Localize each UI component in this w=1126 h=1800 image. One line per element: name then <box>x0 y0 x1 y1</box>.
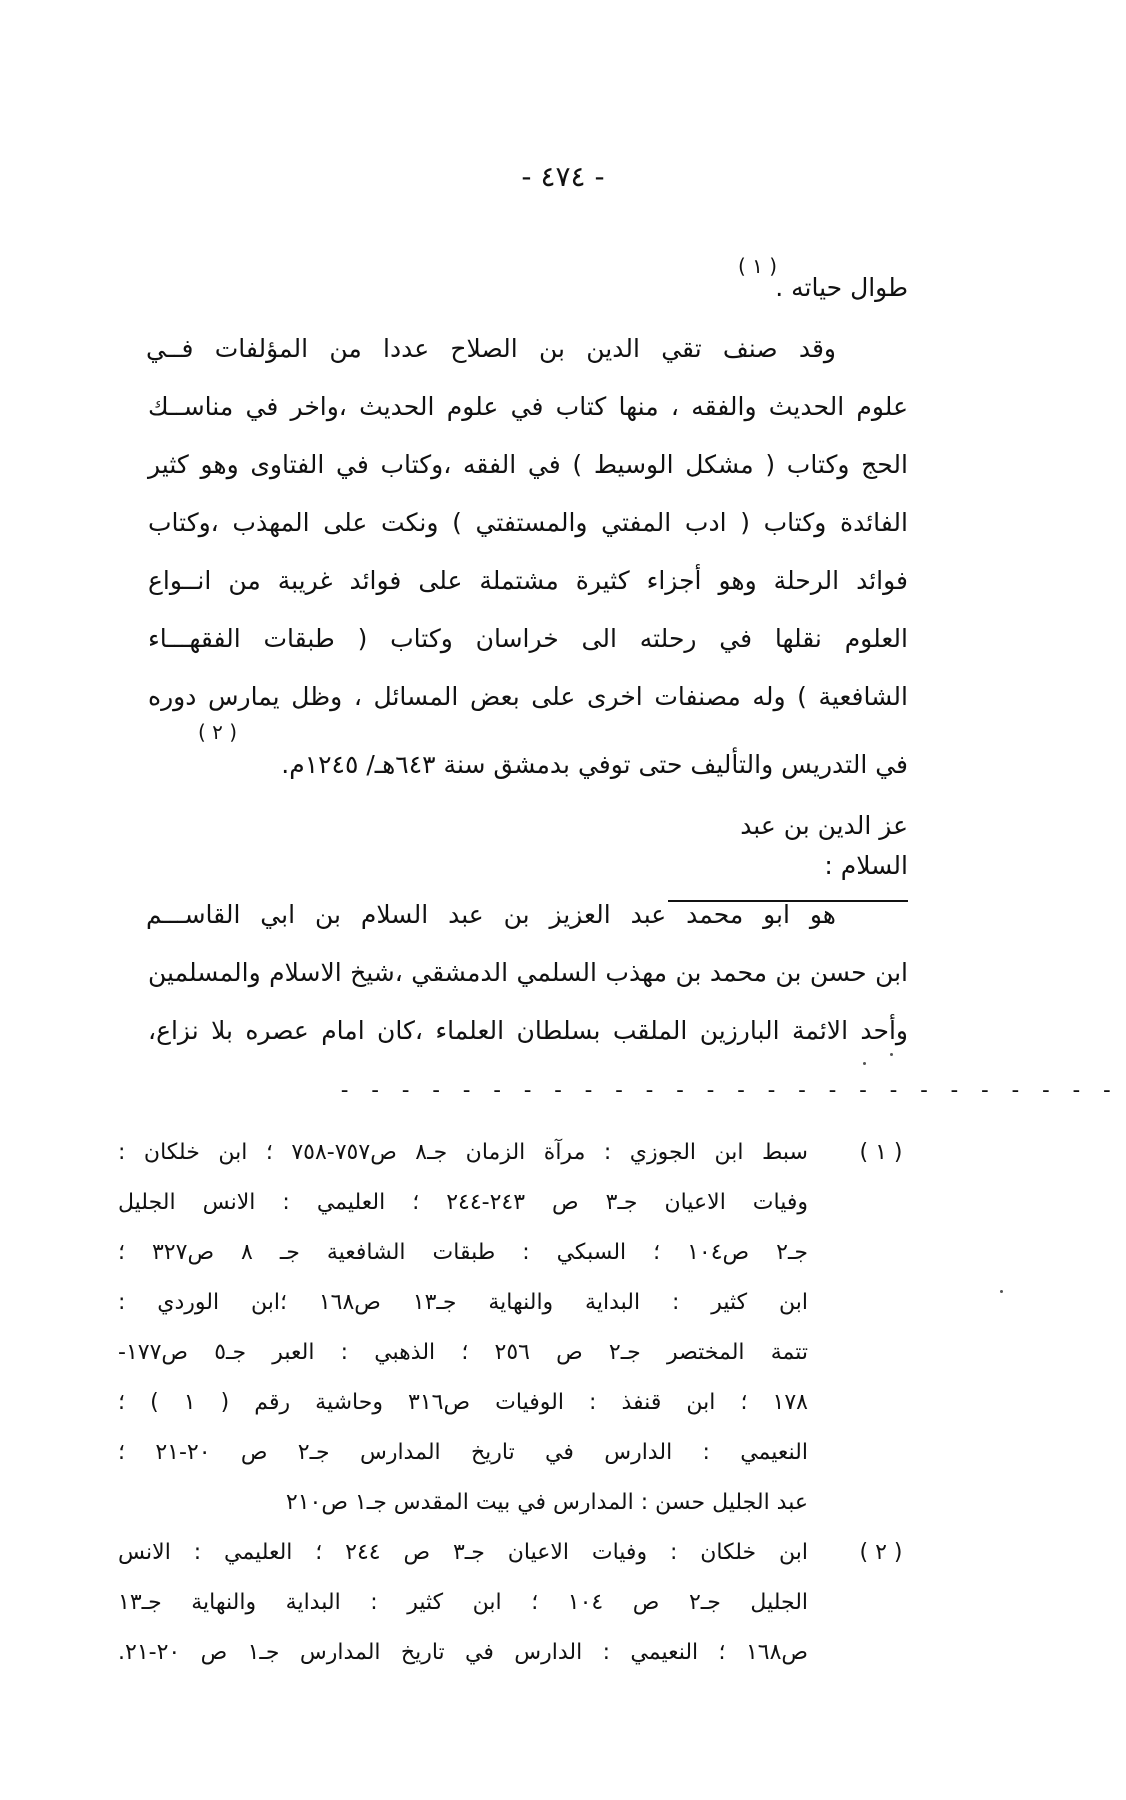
paragraph-line: وأحد الائمة البارزين الملقب بسلطان العلماء ،كان امام عصره بلا نزاع، <box>148 1016 908 1045</box>
footnote-line: وفيات الاعيان جـ٣ ص ٢٤٣-٢٤٤ ؛ العليمي : الانس الجليل <box>118 1190 808 1215</box>
paragraph-line: العلوم نقلها في رحلته الى خراسان وكتاب ( طبقات الفقهـــاء <box>148 624 908 653</box>
footnote-separator: - - - - - - - - - - - - - - - - - - - - - - - - - - <box>338 1078 1116 1103</box>
section-heading: عز الدين بن عبد السلام : <box>668 806 908 902</box>
scan-speck <box>863 1062 866 1065</box>
paragraph-line: هو ابو محمد عبد العزيز بن عبد السلام بن ابي القاســـم <box>146 900 836 929</box>
paragraph-line: في التدريس والتأليف حتى توفي بدمشق سنة ٦٤٣هـ/ ١٢٤٥م. <box>281 750 908 779</box>
footnote-marker-2: ( ٢ ) <box>198 720 238 744</box>
paragraph-line: ابن حسن بن محمد بن مهذب السلمي الدمشقي ،شيخ الاسلام والمسلمين <box>148 958 908 987</box>
paragraph-line: الفائدة وكتاب ( ادب المفتي والمستفتي ) ونكت على المهذب ،وكتاب <box>148 508 908 537</box>
footnote-line: الجليل جـ٢ ص ١٠٤ ؛ ابن كثير : البداية والنهاية جـ١٣ <box>118 1590 809 1615</box>
scan-speck <box>1000 1290 1003 1293</box>
footnote-line: جـ٢ ص١٠٤ ؛ السبكي : طبقات الشافعية جـ ٨ ص٣٢٧ ؛ <box>118 1240 808 1265</box>
footnote-line: النعيمي : الدارس في تاريخ المدارس جـ٢ ص ٢٠-٢١ ؛ <box>118 1440 808 1465</box>
footnote-line: ١٧٨ ؛ ابن قنفذ : الوفيات ص٣١٦ وحاشية رقم ( ١ ) ؛ <box>118 1390 808 1415</box>
paragraph-line: الشافعية ) وله مصنفات اخرى على بعض المسائل ، وظل يمارس دوره <box>148 682 908 711</box>
footnote-number-1: ( ١ ) <box>859 1140 903 1165</box>
footnote-line: سبط ابن الجوزي : مرآة الزمان جـ٨ ص٧٥٧-٧٥٨ ؛ ابن خلكان : <box>118 1140 808 1165</box>
page-number: - ٤٧٤ - <box>521 160 605 193</box>
footnote-line: تتمة المختصر جـ٢ ص ٢٥٦ ؛ الذهبي : العبر جـ٥ ص١٧٧- <box>118 1340 808 1365</box>
footnote-line: ابن كثير : البداية والنهاية جـ١٣ ص١٦٨ ؛ابن الوردي : <box>118 1290 808 1315</box>
paragraph-line: الحج وكتاب ( مشكل الوسيط ) في الفقه ،وكتاب في الفتاوى وهو كثير <box>148 450 908 479</box>
footnote-number-2: ( ٢ ) <box>859 1540 903 1565</box>
footnote-line: ابن خلكان : وفيات الاعيان جـ٣ ص ٢٤٤ ؛ العليمي : الانس <box>118 1540 808 1565</box>
continuation-line: طوال حياته . <box>775 273 908 302</box>
footnote-marker-1: ( ١ ) <box>738 254 778 278</box>
footnote-line: ص١٦٨ ؛ النعيمي : الدارس في تاريخ المدارس جـ١ ص ٢٠-٢١. <box>118 1640 808 1665</box>
scan-speck <box>890 1053 893 1056</box>
paragraph-line: علوم الحديث والفقه ، منها كتاب في علوم الحديث ،واخر في مناســك <box>148 392 908 421</box>
paragraph-line: فوائد الرحلة وهو أجزاء كثيرة مشتملة على فوائد غريبة من انــواع <box>148 566 908 595</box>
footnote-line: عبد الجليل حسن : المدارس في بيت المقدس جـ١ ص٢١٠ <box>285 1490 808 1515</box>
paragraph-line: وقد صنف تقي الدين بن الصلاح عددا من المؤلفات فــي <box>146 334 836 363</box>
